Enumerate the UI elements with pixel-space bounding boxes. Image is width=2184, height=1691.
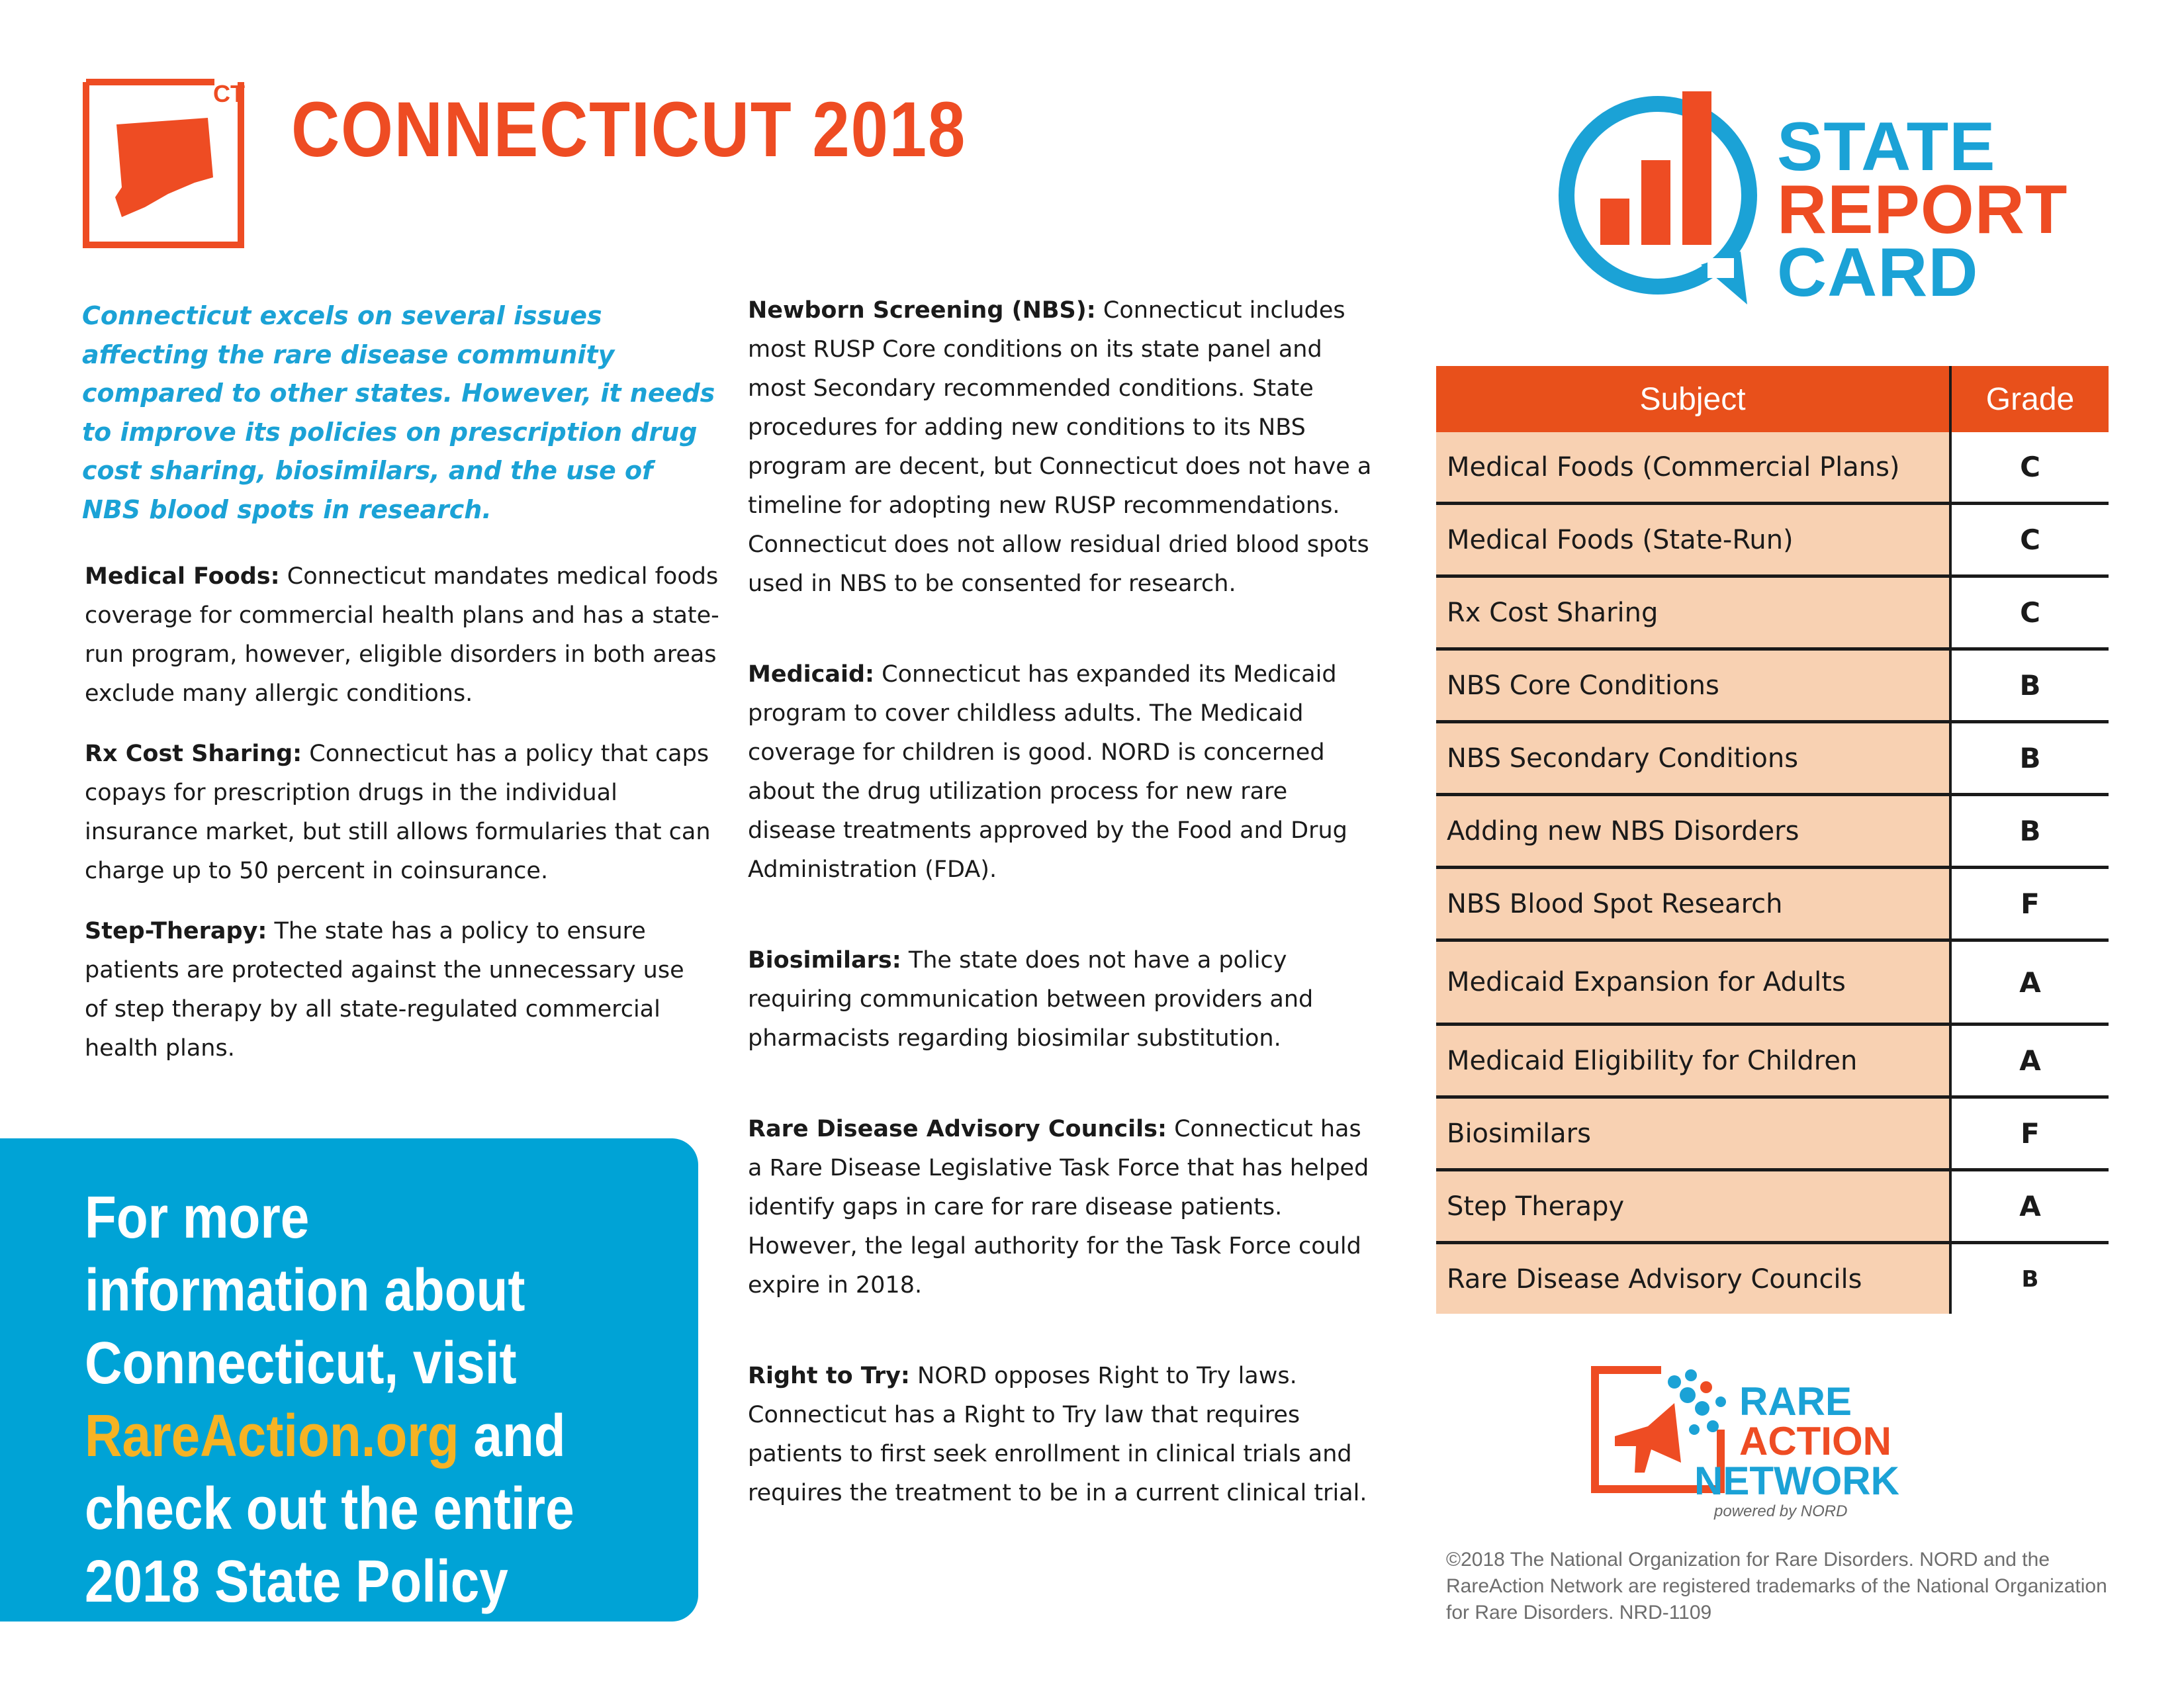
subject-cell: Medical Foods (State-Run): [1436, 504, 1950, 576]
section-heading: Newborn Screening (NBS):: [748, 297, 1096, 324]
page-title: CONNECTICUT 2018: [291, 86, 966, 173]
logo-word-report: REPORT: [1777, 171, 2068, 248]
section-text: The state has a policy to ensure patients are protected against the unnecessary use of step therapy by all state-regulated commercial health plans.: [85, 918, 684, 1062]
intro-summary: Connecticut excels on several issues affecting the rare disease community compared to other states. However, it needs to improve its policies on prescription drug cost sharing, biosimilars, and the use of NBS blood spots in research.: [82, 301, 715, 524]
subject-cell: Rare Disease Advisory Councils: [1436, 1243, 1950, 1314]
section-text: Connecticut includes most RUSP Core conditions on its state panel and most Secondary recommended conditions. State procedures for adding new conditions to its NBS program are decent, but Connecticut does not have a timeline for adopting new RUSP recommendations. Connecticut does not allow residual dried blood spots used in NBS to be consented for research.: [748, 297, 1372, 597]
subject-cell: Adding new NBS Disorders: [1436, 795, 1950, 868]
table-row: [1436, 1170, 2109, 1243]
grade-cell: B: [1950, 1243, 2109, 1314]
rare-action-network-logo: [1588, 1363, 2012, 1522]
column-header-subject: Subject: [1436, 366, 1950, 432]
subject-cell: NBS Blood Spot Research: [1436, 868, 1950, 940]
grade-cell: A: [1950, 940, 2109, 1025]
section-heading: Biosimilars:: [748, 947, 901, 974]
grade-cell: F: [1950, 1097, 2109, 1170]
table-row: [1436, 576, 2109, 649]
megaphone-icon: [1615, 1403, 1681, 1473]
section-heading: Medicaid:: [748, 661, 875, 688]
bar-icon: [1682, 91, 1711, 245]
section-heading: Right to Try:: [748, 1363, 910, 1389]
bar-icon: [1600, 199, 1629, 245]
table-row: [1436, 1025, 2109, 1097]
section-medicaid: [748, 655, 1377, 890]
grade-cell: A: [1950, 1025, 2109, 1097]
table-row: [1436, 649, 2109, 722]
grade-cell: C: [1950, 504, 2109, 576]
section-newborn-screening: [748, 291, 1377, 604]
subject-cell: Medicaid Expansion for Adults: [1436, 940, 1950, 1025]
section-text: Connecticut has a Rare Disease Legislative Task Force that has helped identify gaps in care for rare disease patients. However, the legal authority for the Task Force could expire in 2018.: [748, 1116, 1369, 1299]
left-column: [85, 557, 720, 1068]
section-text: NORD opposes Right to Try laws. Connecticut has a Right to Try law that requires patients to first seek enrollment in clinical trials and requires the treatment to be in a current clinical trial.: [748, 1363, 1367, 1506]
state-abbr: CT: [213, 80, 245, 107]
grade-cell: C: [1950, 432, 2109, 504]
grade-cell: A: [1950, 1170, 2109, 1243]
grade-cell: B: [1950, 722, 2109, 795]
grades-table: [1436, 366, 2109, 1314]
rareaction-link[interactable]: RareAction.org: [85, 1403, 459, 1469]
section-heading: Medical Foods:: [85, 563, 280, 590]
section-heading: Rx Cost Sharing:: [85, 741, 302, 767]
ran-tagline: powered by NORD: [1714, 1502, 1848, 1520]
ran-word-network: NETWORK: [1694, 1459, 1899, 1503]
subject-cell: NBS Secondary Conditions: [1436, 722, 1950, 795]
middle-column: [748, 291, 1377, 1513]
table-row: [1436, 1243, 2109, 1314]
grade-cell: B: [1950, 649, 2109, 722]
subject-cell: NBS Core Conditions: [1436, 649, 1950, 722]
connecticut-shape-icon: [115, 118, 213, 217]
table-row: [1436, 1097, 2109, 1170]
section-text: Connecticut has a policy that caps copays for prescription drugs in the individual insurance market, but still allows formularies that can charge up to 50 percent in coinsurance.: [85, 741, 711, 884]
section-heading: Rare Disease Advisory Councils:: [748, 1116, 1167, 1142]
section-right-to-try: [748, 1357, 1377, 1513]
section-text: Connecticut mandates medical foods coverage for commercial health plans and has a state-run program, however, eligible disorders in both areas exclude many allergic conditions.: [85, 563, 719, 707]
table-row: [1436, 795, 2109, 868]
table-header-row: [1436, 366, 2109, 432]
section-advisory-councils: [748, 1110, 1377, 1305]
table-row: [1436, 432, 2109, 504]
grade-cell: C: [1950, 576, 2109, 649]
section-medical-foods: [85, 557, 720, 713]
logo-word-card: CARD: [1777, 234, 1979, 311]
ran-word-action: ACTION: [1739, 1419, 1891, 1463]
section-text: Connecticut has expanded its Medicaid program to cover childless adults. The Medicaid coverage for children is good. NORD is concerned about the drug utilization process for new rare disease treatments approved by the Food and Drug Administration (FDA).: [748, 661, 1347, 883]
state-badge: [82, 78, 254, 249]
grade-cell: B: [1950, 795, 2109, 868]
section-step-therapy: [85, 912, 694, 1068]
subject-cell: Rx Cost Sharing: [1436, 576, 1950, 649]
bar-icon: [1641, 160, 1670, 245]
subject-cell: Medicaid Eligibility for Children: [1436, 1025, 1950, 1097]
table-row: [1436, 504, 2109, 576]
table-row: [1436, 722, 2109, 795]
section-rx-cost-sharing: [85, 735, 720, 891]
ran-word-rare: RARE: [1739, 1379, 1852, 1424]
grade-cell: F: [1950, 868, 2109, 940]
copyright-notice: ©2018 The National Organization for Rare Disorders. NORD and the RareAction Network are registered trademarks of the National Organization for Rare Disorders. NRD-1109: [1446, 1549, 2107, 1623]
table-row: [1436, 940, 2109, 1025]
subject-cell: Step Therapy: [1436, 1170, 1950, 1243]
column-header-grade: Grade: [1950, 366, 2109, 432]
state-report-card-logo: [1549, 86, 2068, 318]
subject-cell: Medical Foods (Commercial Plans): [1436, 432, 1950, 504]
table-row: [1436, 868, 2109, 940]
section-biosimilars: [748, 941, 1343, 1058]
subject-cell: Biosimilars: [1436, 1097, 1950, 1170]
logo-word-state: STATE: [1777, 109, 1996, 185]
cta-text: For more information about Connecticut, visit RareAction.org and check out the entire 2018 State Policy Report Card: [85, 1185, 574, 1688]
section-heading: Step-Therapy:: [85, 918, 267, 944]
section-text: The state does not have a policy requiring communication between providers and pharmacists regarding biosimilar substitution.: [748, 947, 1314, 1052]
